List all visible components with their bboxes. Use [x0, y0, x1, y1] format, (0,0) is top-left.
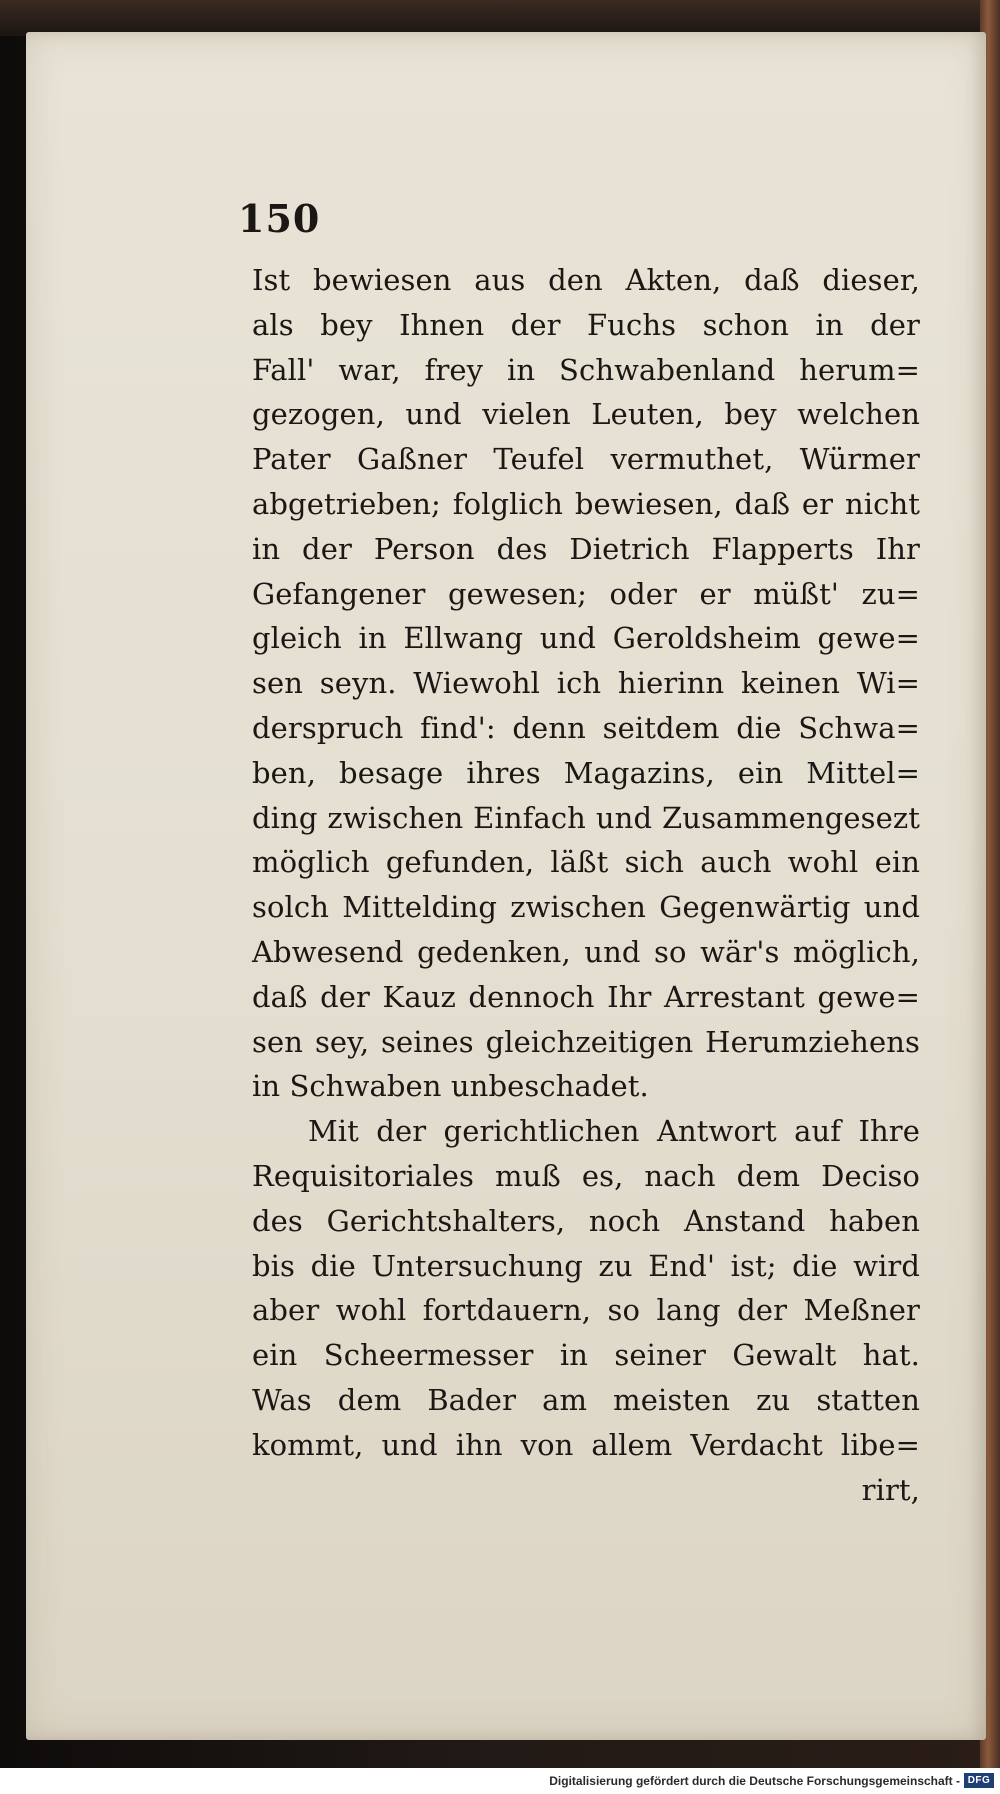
text-line: gezogen, und vielen Leuten, bey welchen: [252, 397, 920, 432]
funding-credit: Digitalisierung gefördert durch die Deutsche Forschungsgemeinschaft -: [549, 1774, 960, 1788]
text-line: sen seyn. Wiewohl ich hierinn keinen Wi=: [252, 666, 920, 701]
text-line: ding zwischen Einfach und Zusammengesezt: [252, 800, 920, 835]
text-line: möglich gefunden, läßt sich auch wohl ein: [252, 845, 920, 880]
digitization-footer: [0, 1768, 1000, 1794]
book-binding-top: [0, 0, 1000, 36]
text-line: Gefangener gewesen; oder er müßt' zu=: [252, 576, 920, 611]
text-line: in der Person des Dietrich Flapperts Ihr: [252, 531, 920, 566]
text-line: Mit der gerichtlichen Antwort auf Ihre: [308, 1114, 920, 1149]
text-line: Pater Gaßner Teufel vermuthet, Würmer: [252, 442, 920, 477]
dfg-logo: DFG: [964, 1773, 994, 1788]
text-line: ben, besage ihres Magazins, ein Mittel=: [252, 755, 920, 790]
text-line: bis die Untersuchung zu End' ist; die wird: [252, 1248, 920, 1283]
text-line: ein Scheermesser in seiner Gewalt hat.: [252, 1338, 920, 1373]
text-line: gleich in Ellwang und Geroldsheim gewe=: [252, 621, 920, 656]
text-line: abgetrieben; folglich bewiesen, daß er nicht: [252, 486, 920, 521]
text-line: kommt, und ihn von allem Verdacht libe=: [252, 1427, 920, 1462]
text-line: sen sey, seines gleichzeitigen Herumziehens: [252, 1024, 920, 1059]
text-line: in Schwaben unbeschadet.: [252, 1069, 649, 1104]
text-line: aber wohl fortdauern, so lang der Meßner: [252, 1293, 920, 1328]
text-line: daß der Kauz dennoch Ihr Arrestant gewe=: [252, 979, 920, 1014]
page-body: [252, 258, 920, 1512]
text-line: Ist bewiesen aus den Akten, daß dieser,: [252, 263, 920, 297]
catchword: rirt,: [861, 1472, 920, 1507]
text-line: derspruch find': denn seitdem die Schwa=: [252, 710, 920, 745]
text-line: Fall' war, frey in Schwabenland herum=: [252, 352, 920, 387]
text-line: des Gerichtshalters, noch Anstand haben: [252, 1203, 920, 1238]
text-line: als bey Ihnen der Fuchs schon in der: [252, 307, 920, 342]
page-number: 150: [238, 196, 321, 241]
text-line: Was dem Bader am meisten zu statten: [252, 1382, 920, 1417]
text-line: Abwesend gedenken, und so wär's möglich,: [252, 934, 920, 969]
text-line: Requisitoriales muß es, nach dem Deciso: [252, 1158, 920, 1193]
text-line: solch Mittelding zwischen Gegenwärtig und: [252, 890, 920, 925]
